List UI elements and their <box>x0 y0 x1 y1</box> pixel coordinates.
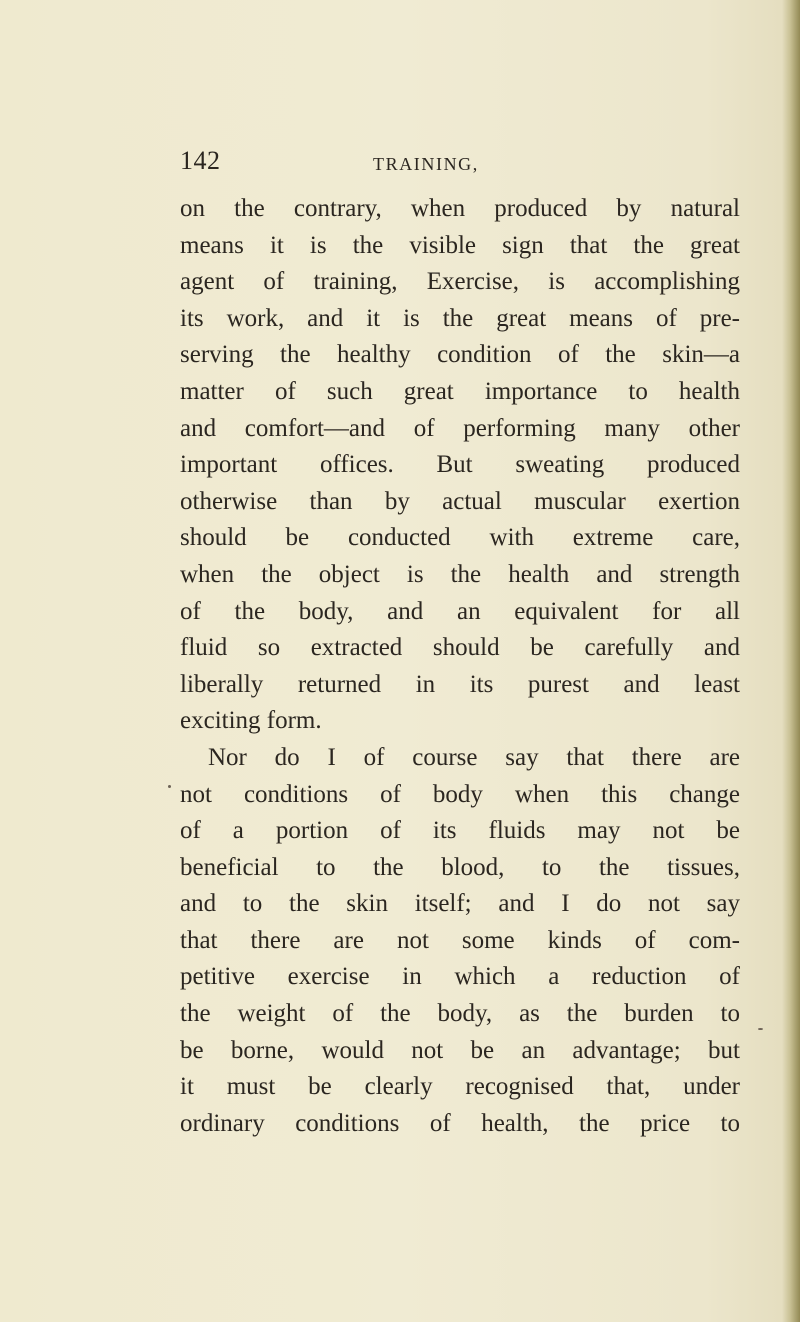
print-speck <box>758 1028 763 1030</box>
body-text <box>180 191 740 1142</box>
text-line: agent of training, Exercise, is accomplishing <box>180 268 740 296</box>
text-line: when the object is the health and strength <box>180 560 740 588</box>
text-line: important offices. But sweating produced <box>180 451 740 479</box>
text-line: its work, and it is the great means of pre- <box>180 304 740 332</box>
text-line: that there are not some kinds of com- <box>180 926 740 954</box>
text-line: and to the skin itself; and I do not say <box>180 890 740 918</box>
page-header <box>180 146 740 186</box>
text-line: of a portion of its fluids may not be <box>180 817 740 845</box>
text-line: exciting form. <box>180 707 322 735</box>
text-line: matter of such great importance to health <box>180 377 740 405</box>
text-line: should be conducted with extreme care, <box>180 524 740 552</box>
text-line: of the body, and an equivalent for all <box>180 597 740 625</box>
paragraph-2 <box>180 740 740 1143</box>
text-line: ordinary conditions of health, the price to <box>180 1109 740 1137</box>
text-line: liberally returned in its purest and least <box>180 670 740 698</box>
text-line: otherwise than by actual muscular exertion <box>180 487 740 515</box>
running-title: TRAINING, <box>373 154 479 174</box>
text-line: not conditions of body when this change <box>180 780 740 808</box>
text-line: on the contrary, when produced by natural <box>180 195 740 222</box>
text-line: beneficial to the blood, to the tissues, <box>180 853 740 881</box>
text-line: serving the healthy condition of the skin—a <box>180 341 740 369</box>
text-line: and comfort—and of performing many other <box>180 414 740 442</box>
text-line: the weight of the body, as the burden to <box>180 1000 740 1028</box>
page-edge-shadow <box>782 0 800 1322</box>
text-line: be borne, would not be an advantage; but <box>180 1036 740 1064</box>
text-line: it must be clearly recognised that, under <box>180 1073 740 1101</box>
text-line: means it is the visible sign that the great <box>180 231 740 259</box>
text-line: petitive exercise in which a reduction of <box>180 963 740 991</box>
text-line: fluid so extracted should be carefully and <box>180 634 740 662</box>
text-line: Nor do I of course say that there are <box>208 743 740 771</box>
page-number: 142 <box>180 146 221 175</box>
print-speck <box>168 785 171 788</box>
paragraph-1 <box>180 191 740 740</box>
